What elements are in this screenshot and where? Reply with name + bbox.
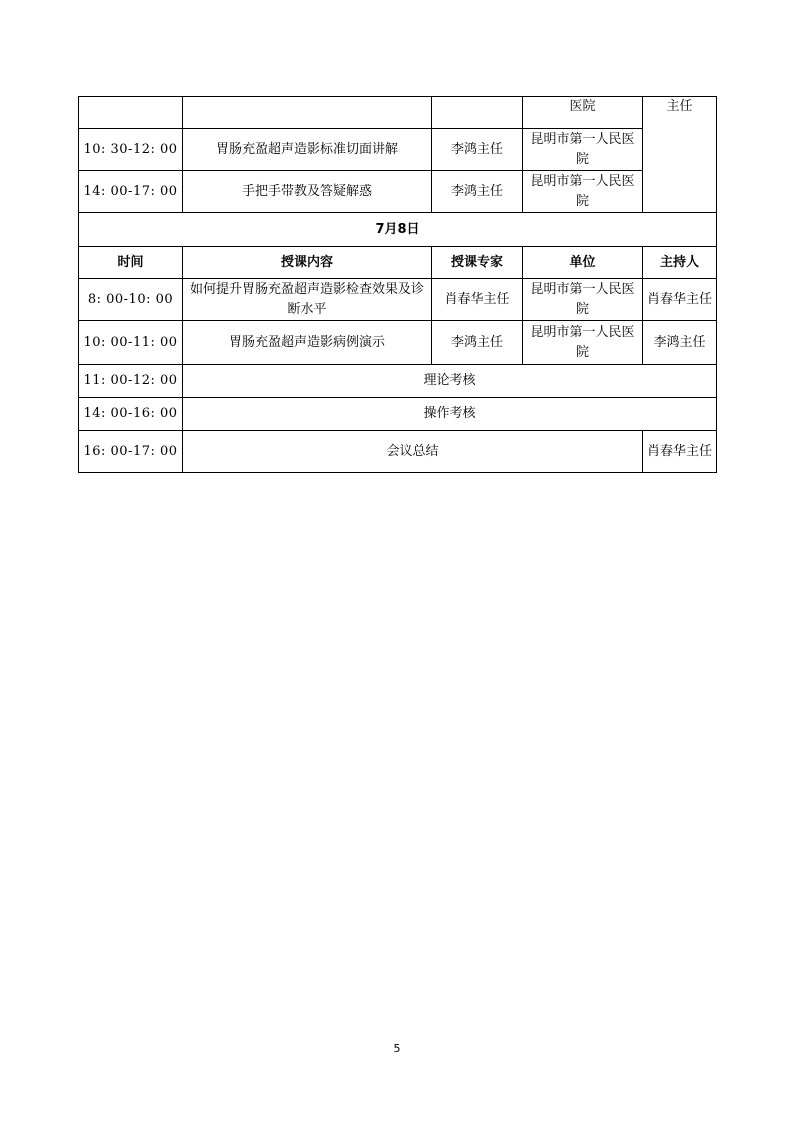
content-cell: 操作考核 [183, 398, 717, 431]
time-cell [79, 97, 183, 129]
unit-cell: 医院 [523, 97, 643, 129]
unit-cell: 昆明市第一人民医院 [523, 279, 643, 321]
expert-cell: 李鸿主任 [432, 321, 523, 365]
page-number: 5 [393, 1042, 401, 1055]
host-cell: 主任 [643, 97, 717, 213]
table-row [79, 279, 717, 321]
table-row [79, 97, 717, 129]
column-header-row [79, 247, 717, 279]
time-cell: 10: 30-12: 00 [79, 129, 183, 171]
host-cell: 李鸿主任 [643, 321, 717, 365]
content-cell: 手把手带教及答疑解惑 [183, 171, 432, 213]
table-row [79, 398, 717, 431]
time-cell: 16: 00-17: 00 [79, 431, 183, 473]
column-header-expert: 授课专家 [432, 247, 523, 279]
expert-cell: 李鸿主任 [432, 171, 523, 213]
host-cell: 肖春华主任 [643, 431, 717, 473]
time-cell: 10: 00-11: 00 [79, 321, 183, 365]
table-row [79, 321, 717, 365]
time-cell: 8: 00-10: 00 [79, 279, 183, 321]
unit-cell: 昆明市第一人民医院 [523, 321, 643, 365]
time-cell: 14: 00-16: 00 [79, 398, 183, 431]
table-row [79, 365, 717, 398]
day-header: 7月8日 [79, 213, 717, 247]
content-cell: 会议总结 [183, 431, 643, 473]
table-row [79, 129, 717, 171]
column-header-content: 授课内容 [183, 247, 432, 279]
expert-cell [432, 97, 523, 129]
schedule-table [78, 96, 717, 473]
content-cell [183, 97, 432, 129]
content-cell: 胃肠充盈超声造影标准切面讲解 [183, 129, 432, 171]
host-cell: 肖春华主任 [643, 279, 717, 321]
unit-cell: 昆明市第一人民医院 [523, 171, 643, 213]
table-row [79, 171, 717, 213]
column-header-unit: 单位 [523, 247, 643, 279]
column-header-host: 主持人 [643, 247, 717, 279]
expert-cell: 肖春华主任 [432, 279, 523, 321]
table-row [79, 431, 717, 473]
expert-cell: 李鸿主任 [432, 129, 523, 171]
column-header-time: 时间 [79, 247, 183, 279]
time-cell: 11: 00-12: 00 [79, 365, 183, 398]
time-cell: 14: 00-17: 00 [79, 171, 183, 213]
unit-cell: 昆明市第一人民医院 [523, 129, 643, 171]
content-cell: 如何提升胃肠充盈超声造影检查效果及诊断水平 [183, 279, 432, 321]
content-cell: 理论考核 [183, 365, 717, 398]
day-header-row [79, 213, 717, 247]
content-cell: 胃肠充盈超声造影病例演示 [183, 321, 432, 365]
